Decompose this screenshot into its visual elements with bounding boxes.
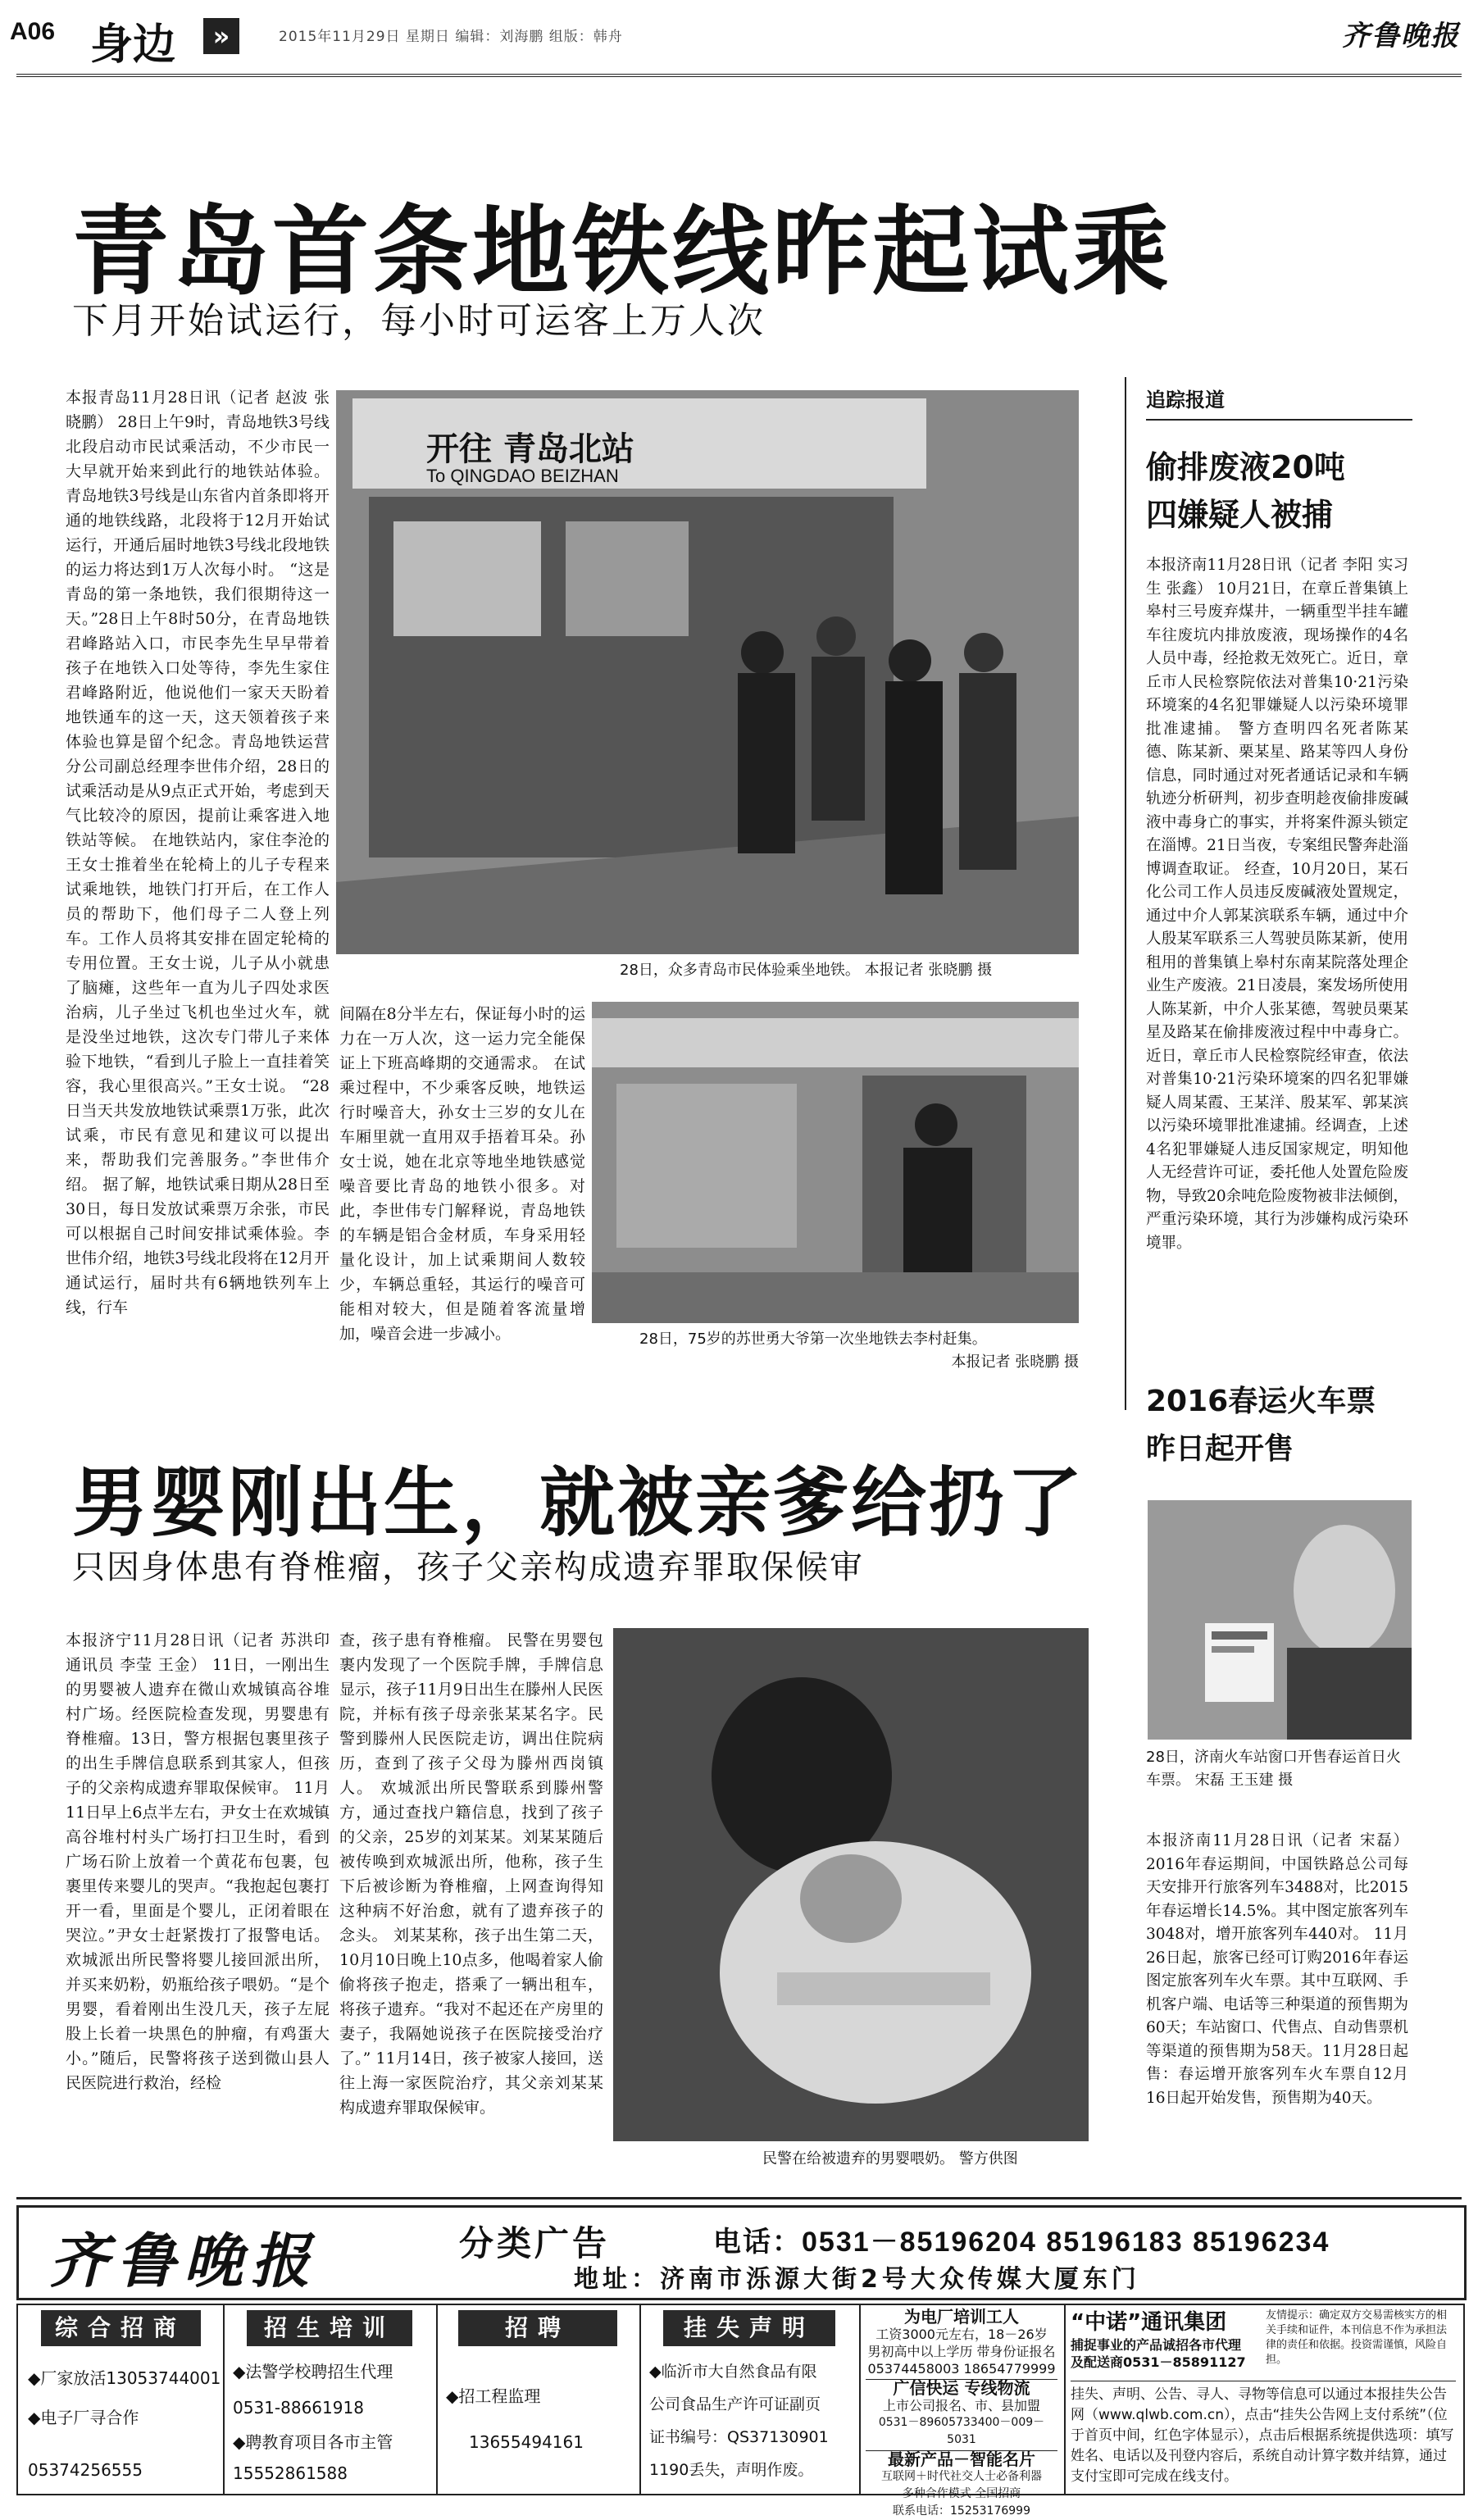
- ad-b-title: “中诺”通讯集团: [1071, 2310, 1227, 2335]
- section-name: 身边: [90, 20, 176, 70]
- classified-title-zhaosheng: 招生培训: [247, 2310, 413, 2346]
- ad-a-line: 多种合作模式 全国招商: [902, 2487, 1021, 2500]
- classified-col-zonghe: [18, 2305, 225, 2494]
- classified-line: ◆招工程监理: [446, 2386, 541, 2406]
- page-number: A06: [10, 18, 56, 45]
- column-divider: [1125, 377, 1126, 1410]
- classified-line: 15552861588: [233, 2463, 348, 2483]
- photo1-sign-cn: 开往 青岛北站: [426, 430, 634, 468]
- sidebar-story-b-title-2: 昨日起开售: [1146, 1432, 1294, 1466]
- classified-line: 公司食品生产许可证副页: [649, 2395, 821, 2413]
- story1-subhead: 下月开始试运行，每小时可运客上万人次: [72, 300, 766, 342]
- ad-b-line: 及配送商0531－85891127: [1071, 2354, 1246, 2370]
- classified-col-guashi: [639, 2305, 861, 2494]
- classified-line: 证书编号：QS37130901: [649, 2428, 829, 2446]
- classified-title-zhaopin: 招聘: [458, 2310, 616, 2346]
- story2-column-2: 查，孩子患有脊椎瘤。 民警在男婴包裹内发现了一个医院手牌，手牌信息显示，孩子11月9日出生在滕州人民医院，并标有孩子母亲张某某名字。民警到滕州人民医院走访，调出住院病历，查到了孩子父母为滕州西岗镇人。 欢城派出所民警联系到滕州警方，通过查找户籍信息，找到了孩子的父亲，25岁的刘某某。刘某某随后被传唤到欢城派出所，他称，孩子生下后被诊断为脊椎瘤，上网查询得知这种病不好治愈，就有了遗弃孩子的念头。 刘某某称，孩子出生第二天，10月10日晚上10点多，他喝着家人偷偷将孩子抱走，搭乘了一辆出租车，将孩子遗弃。“我对不起还在产房里的妻子，我隔她说孩子在医院接受治疗了。” 11月14日，孩子被家人接回，送往上海一家医院治疗，其父亲刘某某构成遗弃罪取保候审。: [339, 1631, 603, 2117]
- sidebar-story-b-title-1: 2016春运火车票: [1146, 1385, 1376, 1418]
- classified-title-zonghe: 综合招商: [41, 2310, 201, 2346]
- masthead-logo: 齐鲁晚报: [1342, 20, 1460, 52]
- classified-line: ◆厂家放活13053744001: [28, 2368, 221, 2388]
- ad-b-line: 捕捉事业的产品诚招各市代理: [1071, 2337, 1242, 2353]
- ad-a-line: 05374458003 18654779999: [867, 2361, 1056, 2377]
- sidebar-story-a-title-1: 偷排废液20吨: [1146, 449, 1345, 485]
- story1-photo-elderly-man: [592, 1002, 1079, 1323]
- ads-phone-numbers: 0531－85196204 85196183 85196234: [802, 2227, 1330, 2258]
- photo1-sign-en: To QINGDAO BEIZHAN: [426, 466, 619, 486]
- classified-line: ◆聘教育项目各市主管: [233, 2432, 393, 2452]
- ads-top-rule: [16, 2197, 1462, 2199]
- story1-headline: 青岛首条地铁线昨起试乘: [72, 195, 1173, 308]
- classified-title-guashi: 挂失声明: [663, 2310, 835, 2346]
- ad-a-line: 工资3000元左右，18－26岁: [875, 2327, 1048, 2342]
- classified-col-box-a: [859, 2305, 1066, 2518]
- ad-a-line: 联系电话：15253176999: [893, 2504, 1030, 2518]
- issue-meta: 2015年11月29日 星期日 编辑：刘海鹏 组版：韩舟: [279, 29, 623, 45]
- ads-phone-label: 电话：: [713, 2227, 802, 2258]
- story1-column-1: 本报青岛11月28日讯（记者 赵波 张晓鹏） 28日上午9时，青岛地铁3号线北段启动市民试乘活动，不少市民一大早就开始来到此行的地铁站体验。青岛地铁3号线是山东省内首条即将开通的地铁线路，北段将于12月开始试运行，开通后届时地铁3号线北段地铁的运力将达到1万人次每小时。 “这是青岛的第一条地铁，我们很期待这一天。”28日上午8时50分，在青岛地铁君峰路站入口，市民李先生早早带着孩子在地铁入口处等待，李先生家住君峰路附近，他说他们一家天天盼着地铁通车的这一天，这天领着孩子来体验也算是留个纪念。青岛地铁运营分公司副总经理李世伟介绍，28日的试乘活动是从9点正式开始，考虑到天气比较冷的原因，提前让乘客进入地铁站等候。 在地铁站内，家住李沧的王女士推着坐在轮椅上的儿子专程来试乘地铁，地铁门打开后，在工作人员的帮助下，他们母子二人登上列车。工作人员将其安排在固定轮椅的专用位置。王女士说，儿子从小就患了脑瘫，这些年一直为儿子四处求医治病，儿子坐过飞机也坐过火车，就是没坐过地铁，这次专门带儿子来体验下地铁，“看到儿子脸上一直挂着笑容，我心里很高兴。”王女士说。 “28日当天共发放地铁试乘票1万张，此次试乘，市民有意见和建议可以提出来，帮助我们完善服务。”李世伟介绍。 据了解，地铁试乘日期从28日至30日，每日发放试乘票万余张，市民可以根据自己时间安排试乘体验。李世伟介绍，地铁3号线北段将在12月开通试运行，届时共有6辆地铁列车上线，行车: [66, 389, 330, 1317]
- ads-phone: [713, 2219, 1330, 2259]
- classified-line: ◆法警学校聘招生代理: [233, 2362, 393, 2381]
- sidebar-story-a-title-2: 四嫌疑人被捕: [1146, 497, 1334, 533]
- classified-line: 0531-88661918: [233, 2398, 364, 2418]
- header-divider: [16, 74, 1462, 77]
- ad-a-title: 为电厂培训工人: [904, 2307, 1019, 2327]
- sidebar-label: 追踪报道: [1146, 384, 1412, 421]
- sidebar-photo-ticket: [1148, 1500, 1412, 1740]
- subway-car-illustration: [592, 1002, 1079, 1323]
- ad-a-title2: 广信快运 专线物流: [866, 2379, 1057, 2397]
- classified-col-box-b: [1064, 2305, 1462, 2494]
- story2-photo-caption: 民警在给被遗弃的男婴喂奶。 警方供图: [762, 2150, 1018, 2167]
- story1-column-2: 间隔在8分半左右，保证每小时的运力在一万人次，这一运力完全能保证上下班高峰期的交通需求。 在试乘过程中，不少乘客反映，地铁运行时噪音大，孙女士三岁的女儿在车厢里就一直用双手捂着耳朵。孙女士说，她在北京等地坐地铁感觉噪音要比青岛的地铁小很多。对此，李世伟专门解释说，青岛地铁的车辆是铝合金材质，车身采用轻量化设计，加上试乘期间人数较少，车辆总重轻，其运行的噪音可能相对较大，但是随着客流量增加，噪音会进一步减小。: [339, 1005, 585, 1343]
- double-chevron-icon: »: [203, 18, 239, 54]
- classified-col-zhaopin: [436, 2305, 641, 2494]
- ads-notice: 挂失、声明、公告、寻人、寻物等信息可以通过本报挂失公告网（www.qlwb.com.cn），点击“挂失公告网上支付系统”（位于首页中间，红色字体显示），点击后根据系统提供选项：填写姓名、电话以及刊登内容后，系统自动计算字数并结算，通过支付宝即可完成在线支付。: [1071, 2381, 1456, 2487]
- ad-a-line: 男初高中以上学历 带身份证报名: [867, 2344, 1056, 2359]
- baby-feeding-illustration: [613, 1628, 1089, 2141]
- classified-col-zhaosheng: [223, 2305, 438, 2494]
- ads-logo: 齐鲁晚报: [49, 2226, 319, 2295]
- story1-photo-subway-platform: [336, 390, 1079, 954]
- sidebar-story-b-body: 本报济南11月28日讯（记者 宋磊） 2016年春运期间，中国铁路总公司每天安排开行旅客列车3488对，比2015年春运增长14.5%。其中图定旅客列车3048对，增开旅客列车440对。 11月26日起，旅客已经可订购2016年春运图定旅客列车火车票。其中互联网、手机客户端、电话等三种渠道的预售期为60天；车站窗口、代售点、自动售票机等渠道的预售期为58天。11月28日起售：春运增开旅客列车火车票自12月16日起开始发售，预售期为40天。: [1146, 1832, 1408, 2107]
- story1-photo2-caption-1: 28日，75岁的苏世勇大爷第一次坐地铁去李村赶集。: [639, 1331, 987, 1348]
- ad-b-disclaimer: 友情提示：确定双方交易需核实方的相关手续和证件，本刊信息不作为承担法律的责任和依据。投资需谨慎，风险自担。: [1266, 2309, 1448, 2366]
- story1-photo2-caption-2: 本报记者 张晓鹏 摄: [951, 1353, 1079, 1371]
- story2-subhead: 只因身体患有脊椎瘤，孩子父亲构成遗弃罪取保候审: [72, 1549, 864, 1586]
- ad-a-line: 互联网＋时代社交人士必备利器: [881, 2470, 1042, 2483]
- classified-line: 1190丢失，声明作废。: [649, 2461, 814, 2479]
- ticket-window-illustration: [1148, 1500, 1412, 1740]
- story2-photo-baby: [613, 1628, 1089, 2141]
- ads-category-title: 分类广告: [459, 2223, 611, 2263]
- ads-address: 地址：济南市泺源大街2号大众传媒大厦东门: [574, 2265, 1140, 2294]
- sidebar-photo-caption: 28日，济南火车站窗口开售春运首日火车票。 宋磊 王玉建 摄: [1146, 1749, 1401, 1789]
- story2-column-1: 本报济宁11月28日讯（记者 苏洪印 通讯员 李莹 王金） 11日，一刚出生的男婴被人遗弃在微山欢城镇高谷堆村广场。经医院检查发现，男婴患有脊椎瘤。13日，警方根据包裹里孩子的出生手牌信息联系到其家人，但孩子的父亲构成遗弃罪取保候审。 11月11日早上6点半左右，尹女士在欢城镇高谷堆村村头广场打扫卫生时，看到广场石阶上放着一个黄花布包裹，包裹里传来婴儿的哭声。“我抱起包裹打开一看，里面是个婴儿，正闭着眼在哭泣。”尹女士赶紧拨打了报警电话。 欢城派出所民警将婴儿接回派出所，并买来奶粉，奶瓶给孩子喂奶。“是个男婴，看着刚出生没几天，孩子左屁股上长着一块黑色的肿瘤，有鸡蛋大小。”随后，民警将孩子送到微山县人民医院进行救治，经检: [66, 1631, 330, 2092]
- story1-photo1-caption: 28日，众多青岛市民体验乘坐地铁。 本报记者 张晓鹏 摄: [620, 962, 993, 979]
- ad-a-line: 上市公司报名、市、县加盟: [882, 2398, 1040, 2413]
- section-label: [79, 8, 251, 70]
- classified-line: ◆临沂市大自然食品有限: [649, 2363, 817, 2381]
- sidebar-story-a-body: 本报济南11月28日讯（记者 李阳 实习生 张鑫） 10月21日，在章丘普集镇上皋村三号废弃煤井，一辆重型半挂车罐车往废坑内排放废液，现场操作的4名人员中毒，经抢救无效死亡。近日，章丘市人民检察院依法对普集10·21污染环境案的4名犯罪嫌疑人以污染环境罪批准逮捕。 警方查明四名死者陈某德、陈某新、栗某星、路某等四人身份信息，同时通过对死者通话记录和车辆轨迹分析研判，初步查明趁夜偷排废碱液中毒身亡的事实，并将案件源头锁定在淄博。21日当夜，专案组民警奔赴淄博调查取证。 经查，10月20日，某石化公司工作人员违反废碱液处置规定，通过中介人郭某滨联系车辆，通过中介人殷某军联系三人驾驶员陈某新，使用租用的普集镇上皋村东南某院落处理企业生产废液。21日凌晨，案发场所使用人陈某新，中介人张某德，驾驶员栗某星及路某在偷排废液过程中中毒身亡。 近日，章丘市人民检察院经审查，依法对普集10·21污染环境案的四名犯罪嫌疑人周某霞、王某洋、殷某军、郭某滨以污染环境罪批准逮捕。经调查，上述4名犯罪嫌疑人违反国家规定，明知他人无经营许可证，委托他人处置危险废物，导致20余吨危险废物被非法倾倒，严重污染环境，其行为涉嫌构成污染环境罪。: [1146, 557, 1408, 1252]
- ad-a-title3: 最新产品－智能名片: [866, 2450, 1057, 2468]
- classified-line: 13655494161: [469, 2432, 584, 2452]
- classified-line: 05374256555: [28, 2460, 143, 2480]
- classified-grid: [16, 2304, 1465, 2518]
- ad-a-line: 0531－89605733400－009－5031: [878, 2416, 1045, 2446]
- classified-line: ◆电子厂寻合作: [28, 2408, 139, 2427]
- story2-headline: 男婴刚出生，就被亲爹给扔了: [72, 1459, 1085, 1547]
